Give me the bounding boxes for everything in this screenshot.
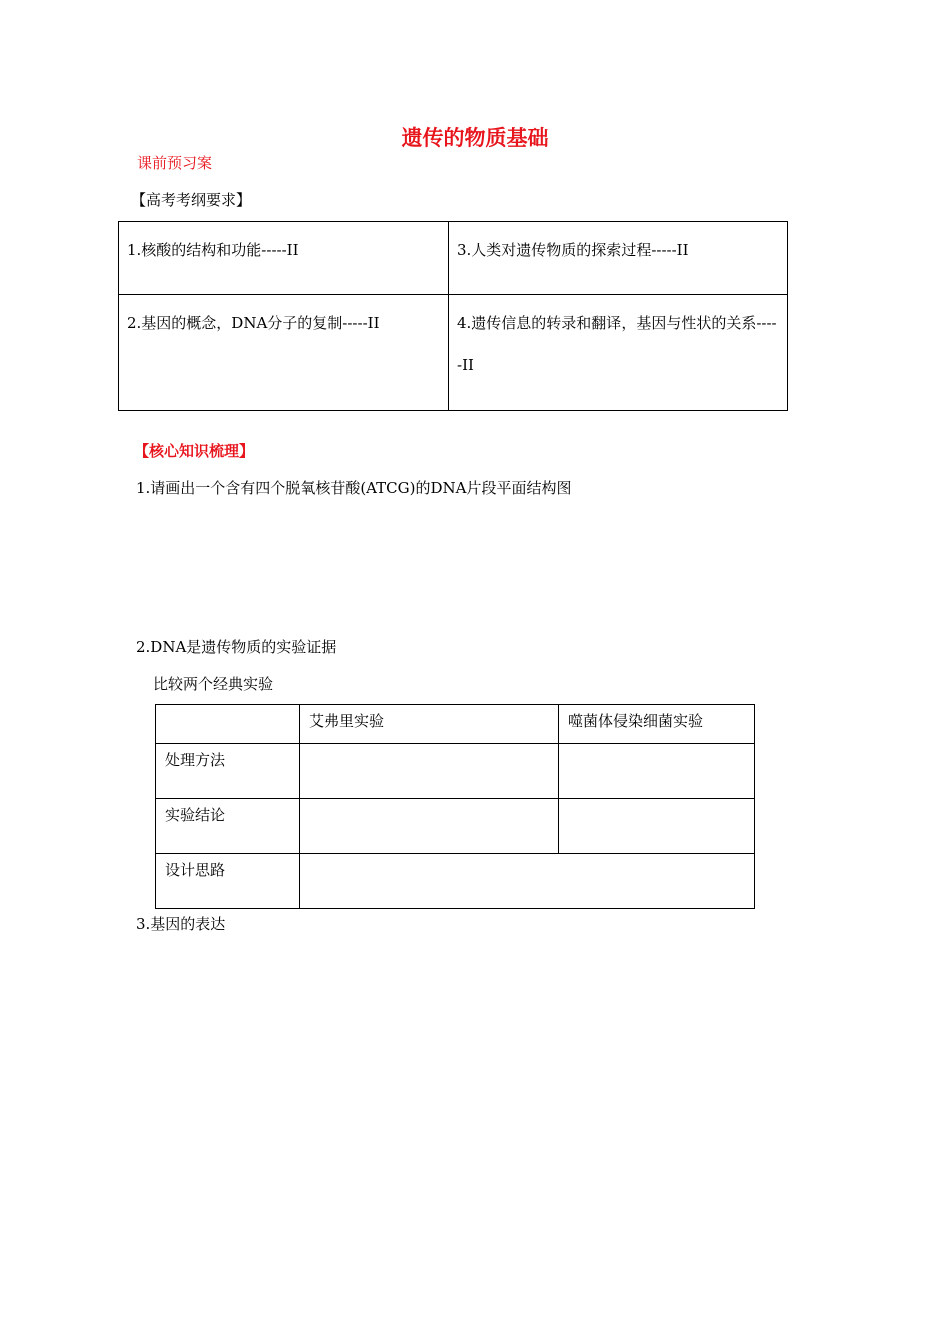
requirement-cell: 4.遗传信息的转录和翻译，基因与性状的关系-----II [449, 295, 788, 411]
table-row-label: 实验结论 [156, 799, 300, 854]
comparison-table [155, 704, 755, 909]
table-row-label: 设计思路 [156, 854, 300, 909]
question-1: 1.请画出一个含有四个脱氧核苷酸(ATCG)的DNA片段平面结构图 [136, 479, 572, 497]
requirement-cell: 2.基因的概念，DNA分子的复制-----II [119, 295, 449, 411]
subtitle: 课前预习案 [137, 154, 213, 172]
table-cell [300, 744, 559, 799]
section-heading-requirements: 【高考考纲要求】 [131, 191, 252, 209]
table-header: 噬菌体侵染细菌实验 [559, 705, 755, 744]
section-heading-core: 【核心知识梳理】 [134, 442, 255, 460]
table-cell [559, 744, 755, 799]
question-3: 3.基因的表达 [136, 915, 226, 933]
table-cell [559, 799, 755, 854]
table-header: 艾弗里实验 [300, 705, 559, 744]
table-header [156, 705, 300, 744]
question-2: 2.DNA是遗传物质的实验证据 [136, 638, 337, 656]
question-2-sub: 比较两个经典实验 [153, 675, 274, 693]
requirements-table [118, 221, 788, 411]
requirement-cell: 1.核酸的结构和功能-----II [119, 222, 449, 295]
table-cell [300, 799, 559, 854]
table-row-label: 处理方法 [156, 744, 300, 799]
page-title: 遗传的物质基础 [401, 126, 549, 150]
requirement-cell: 3.人类对遗传物质的探索过程-----II [449, 222, 788, 295]
table-cell [300, 854, 755, 909]
